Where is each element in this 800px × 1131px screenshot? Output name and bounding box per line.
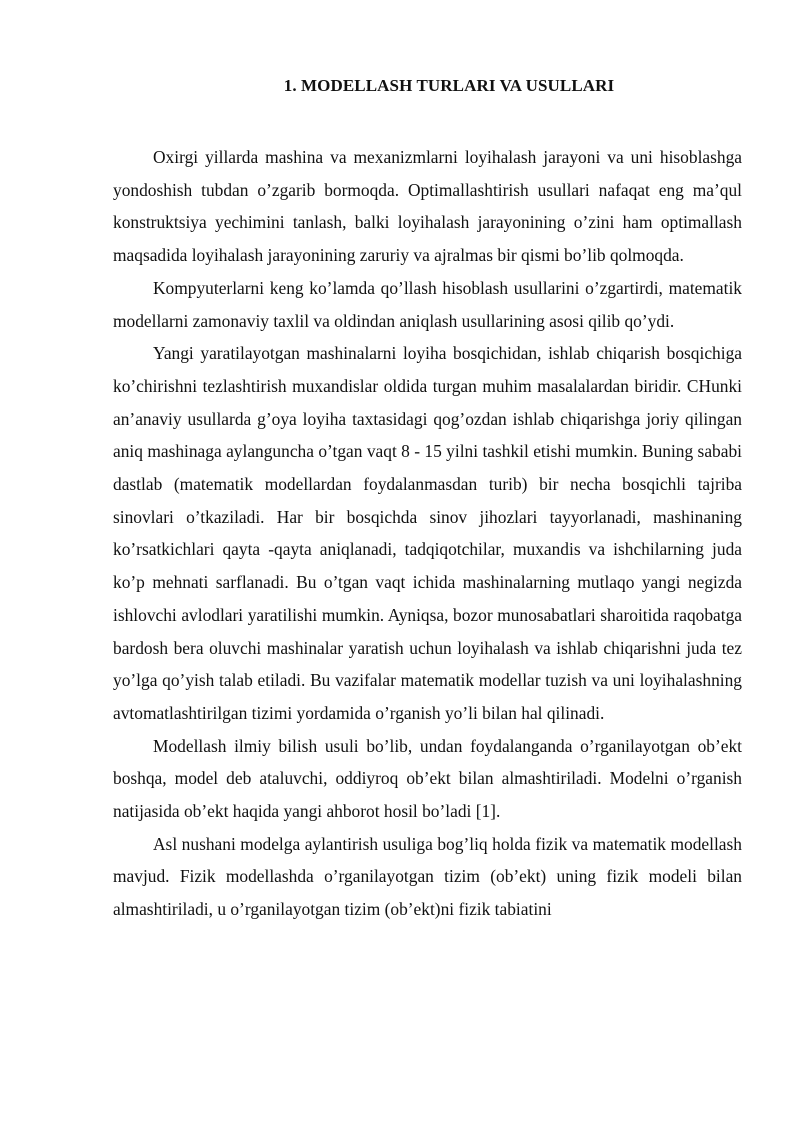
paragraph: Kompyuterlarni keng ko’lamda qo’llash hisoblash usullarini o’zgartirdi, matematik modellarni zamonaviy taxlil va oldindan aniqlash usullarining asosi qilib qo’ydi. [113,277,742,331]
paragraph: Modellash ilmiy bilish usuli bo’lib, undan foydalanganda o’rganilayotgan ob’ekt boshqa, model deb ataluvchi, oddiyroq ob’ekt bilan almashtiriladi. Modelni o’rganish natijasida ob’ekt haqida yangi ahborot hosil bo’ladi [1]. [113,735,742,822]
paragraph: Oxirgi yillarda mashina va mexanizmlarni loyihalash jarayoni va uni hisoblashga yondoshish tubdan o’zgarib bormoqda. Optimallashtirish usullari nafaqat eng ma’qul konstruktsiya yechimini tanlash, balki loyihalash jarayonining o’zini ham optimallash maqsadida loyihalash jarayonining zaruriy va ajralmas bir qismi bo’lib qolmoqda. [113,147,742,266]
paragraph: Asl nushani modelga aylantirish usuliga bog’liq holda fizik va matematik modellash mavjud. Fizik modellashda o’rganilayotgan tizim (ob’ekt) uning fizik modeli bilan almashtiriladi, u o’rganilayotgan tizim (ob’ekt)ni fizik tabiatini [113,833,742,920]
paragraph: Yangi yaratilayotgan mashinalarni loyiha bosqichidan, ishlab chiqarish bosqichiga ko’chirishni tezlashtirish muxandislar oldida turgan muhim masalalardan biridir. CHunki an’anaviy usullarda g’oya loyiha taxtasidagi qog’ozdan ishlab chiqarishga joriy qilingan aniq mashinaga aylanguncha o’tgan vaqt 8 - 15 yilni tashkil etishi mumkin. Buning sababi dastlab (matematik modellardan foydalanmasdan turib) bir necha bosqichli tajriba sinovlari o’tkaziladi. Har bir bosqichda sinov jihozlari tayyorlanadi, mashinaning ko’rsatkichlari qayta -qayta aniqlanadi, tadqiqotchilar, muxandis va ishchilarning juda ko’p mehnati sarflanadi. Bu o’tgan vaqt ichida mashinalarning mutlaqo yangi negizda ishlovchi avlodlari yaratilishi mumkin. Ayniqsa, bozor munosabatlari sharoitida raqobatga bardosh bera oluvchi mashinalar yaratish uchun loyihalash va ishlab chiqarishni juda tez yo’lga qo’yish talab etiladi. Bu vazifalar matematik modellar tuzish va uni loyihalashning avtomatlashtirilgan tizimi yordamida o’rganish yo’li bilan hal qilinadi. [113,343,742,723]
page-title: 1. MODELLASH TURLARI VA USULLARI [283,76,615,95]
document-body [113,141,742,926]
